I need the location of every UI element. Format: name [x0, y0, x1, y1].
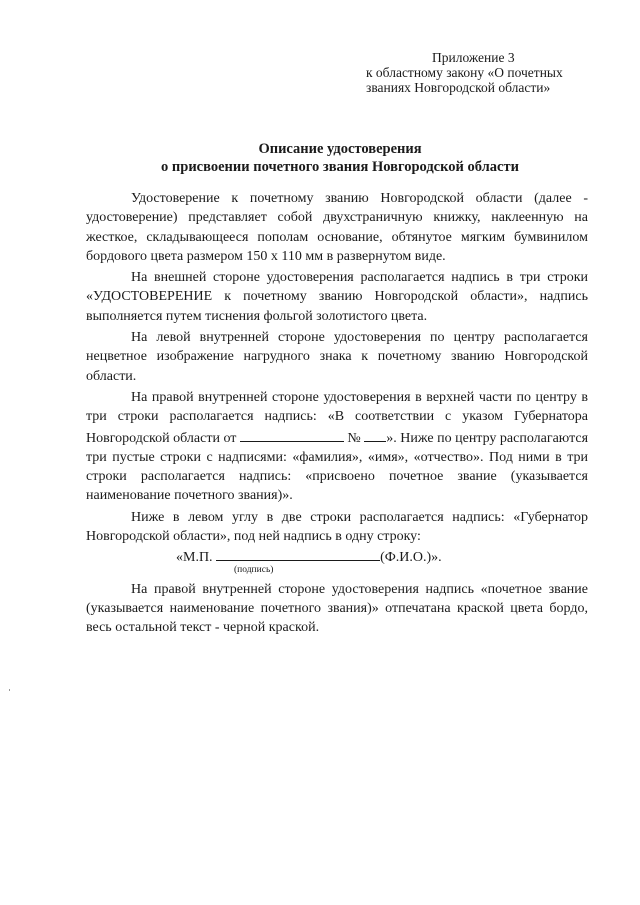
paragraph-right-inner-side: [86, 388, 588, 506]
seal-mark-label: «М.П.: [176, 550, 213, 566]
signature-caption: (подпись): [234, 564, 274, 575]
appendix-law-title: званиях Новгородской области»: [366, 80, 551, 95]
signature-caption-row: [86, 564, 588, 578]
appendix-number: Приложение 3: [432, 50, 515, 65]
full-name-label: (Ф.И.О.)».: [380, 550, 442, 566]
signature-line: [86, 546, 588, 567]
decree-number-sign: №: [347, 430, 361, 446]
decree-date-blank: [240, 427, 344, 442]
scan-speck: [9, 689, 10, 691]
decree-text-start: На правой внутренней стороне удостоверения в верхней части по центру в три строки располагается надпись: «В соответствии с указом Губернатора Новгородской области от: [86, 389, 588, 446]
paragraph-size-description: Удостоверение к почетному званию Новгородской области (далее - удостоверение) представляет собой двухстраничную книжку, наклеенную на жесткое, складывающееся пополам основание, обтянутое мягким бумвинилом бордового цвета размером 150 х 110 мм в развернутом виде.: [86, 191, 588, 264]
title-line-2: о присвоении почетного звания Новгородской области: [161, 159, 519, 175]
title-line-1: Описание удостоверения: [258, 141, 422, 157]
decree-text-end: ». Ниже по центру располагаются три пустые строки с надписями: «фамилия», «имя», «отчество». Под ними в три строки располагается надпись: «присвоено почетное звание (указывается наименование почетного звания)».: [86, 430, 589, 504]
decree-number-blank: [364, 427, 386, 442]
paragraph-outer-side: На внешней стороне удостоверения располагается надпись в три строки «УДОСТОВЕРЕНИЕ к почетному званию Новгородской области», надпись выполняется путем тиснения фольгой золотистого цвета.: [86, 270, 588, 324]
paragraph-left-inner-side: На левой внутренней стороне удостоверения по центру располагается нецветное изображение нагрудного знака к почетному званию Новгородской области.: [86, 330, 588, 384]
document-body: [86, 189, 588, 638]
document-title: [60, 140, 620, 176]
appendix-law-reference: к областному закону «О почетных: [366, 65, 563, 80]
paragraph-print-colors: На правой внутренней стороне удостоверения надпись «почетное звание (указывается наименование почетного звания)» отпечатана краской цвета бордо, весь остальной текст - черной краской.: [86, 581, 588, 636]
paragraph-governor-signature: Ниже в левом углу в две строки располагается надпись: «Губернатор Новгородской области», под ней надпись в одну строку:: [86, 509, 588, 545]
appendix-header: [366, 50, 616, 95]
signature-blank: [216, 546, 380, 561]
